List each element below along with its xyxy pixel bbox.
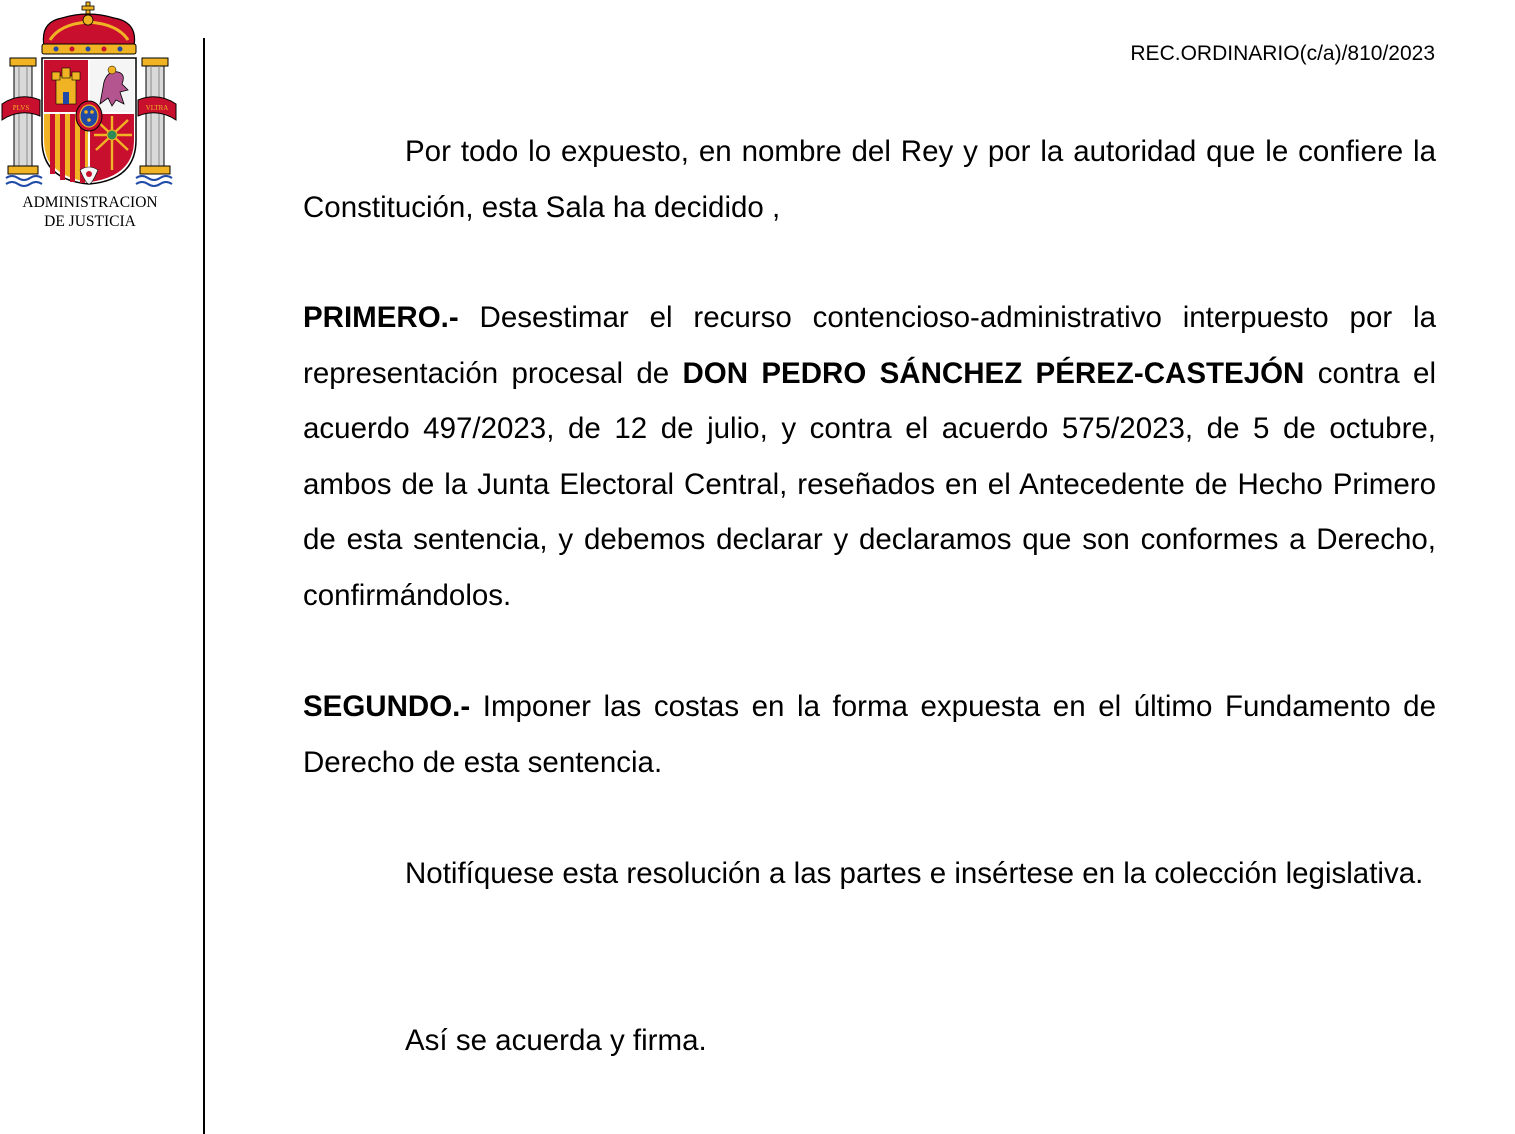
appellant-name: DON PEDRO SÁNCHEZ PÉREZ-CASTEJÓN	[682, 356, 1305, 390]
emblem-caption-line1: ADMINISTRACION	[22, 194, 158, 211]
segundo-text: Imponer las costas en la forma expuesta en el último Fundamento de Derecho de esta sentencia.	[303, 690, 1436, 779]
emblem-caption-line2: DE JUSTICIA	[44, 213, 136, 230]
margin-rule	[203, 38, 205, 1134]
segundo-paragraph	[303, 679, 1436, 790]
primero-paragraph	[303, 290, 1436, 624]
motto-right: VLTRA	[145, 104, 169, 112]
segundo-label: SEGUNDO.-	[303, 690, 471, 723]
primero-label: PRIMERO.-	[303, 301, 459, 334]
closing-paragraph: Así se acuerda y firma.	[405, 1024, 707, 1057]
spanish-coat-of-arms-icon	[0, 0, 180, 190]
case-reference: REC.ORDINARIO(c/a)/810/2023	[1130, 42, 1435, 65]
primero-text-before: Desestimar el recurso contencioso-administrativo interpuesto por la representación procesal de	[303, 301, 1436, 390]
notification-paragraph: Notifíquese esta resolución a las partes e insértese en la colección legislativa.	[405, 857, 1424, 890]
primero-text-after: contra el acuerdo 497/2023, de 12 de julio, y contra el acuerdo 575/2023, de 5 de octubre, ambos de la Junta Electoral Central, reseñados en el Antecedente de Hecho Primero de esta sentencia, y debemos declarar y declaramos que son conformes a Derecho, confirmándolos.	[303, 356, 1437, 612]
motto-left: PLVS	[12, 104, 30, 112]
court-emblem	[0, 0, 180, 240]
intro-paragraph: Por todo lo expuesto, en nombre del Rey y por la autoridad que le confiere la Constitución, esta Sala ha decidido ,	[303, 135, 1436, 224]
